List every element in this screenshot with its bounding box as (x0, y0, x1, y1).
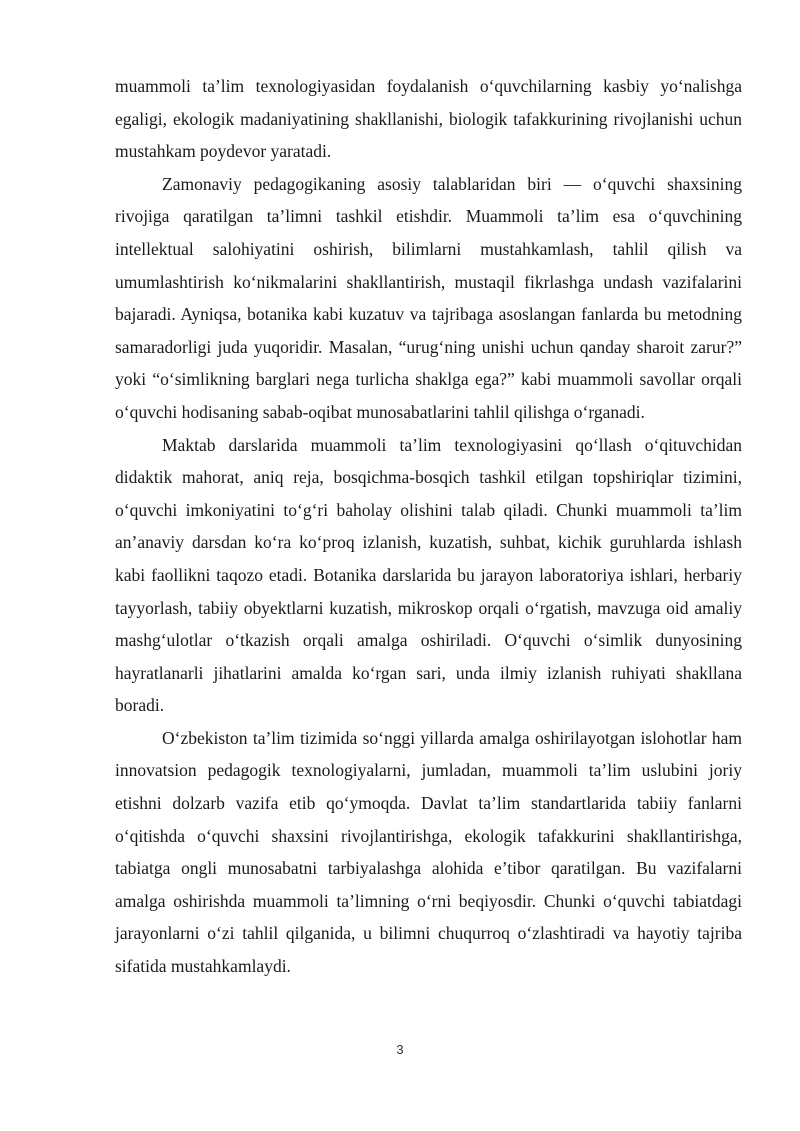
paragraph-uzbekistan-education: O‘zbekiston ta’lim tizimida so‘nggi yillarda amalga oshirilayotgan islohotlar ham innovatsion pedagogik texnologiyalarni, jumladan, muammoli ta’lim uslubini joriy etishni dolzarb vazifa etib qo‘ymoqda. Davlat ta’lim standartlarida tabiiy fanlarni o‘qitishda o‘quvchi shaxsini rivojlantirishga, ekologik tafakkurini shakllantirishga, tabiatga ongli munosabatni tarbiyalashga alohida e’tibor qaratilgan. Bu vazifalarni amalga oshirishda muammoli ta’limning o‘rni beqiyosdir. Chunki o‘quvchi tabiatdagi jarayonlarni o‘zi tahlil qilganida, u bilimni chuqurroq o‘zlashtiradi va hayotiy tajriba sifatida mustahkamlaydi. (115, 727, 742, 977)
paragraph-continuation: muammoli ta’lim texnologiyasidan foydalanish o‘quvchilarning kasbiy yo‘nalishga egaligi, ekologik madaniyatining shakllanishi, biologik tafakkurining rivojlanishi uchun mustahkam poydevor yaratadi. (115, 76, 742, 162)
paragraph-school-lessons: Maktab darslarida muammoli ta’lim texnologiyasini qo‘llash o‘qituvchidan didaktik mahorat, aniq reja, bosqichma-bosqich tashkil etilgan topshiriqlar tizimini, o‘quvchi imkoniyatini to‘g‘ri baholay olishini talab qiladi. Chunki muammoli ta’lim an’anaviy darsdan ko‘ra ko‘proq izlanish, kuzatish, suhbat, kichik guruhlarda ishlash kabi faollikni taqozo etadi. Botanika darslarida bu jarayon laboratoriya ishlari, herbariy tayyorlash, tabiiy obyektlarni kuzatish, mikroskop orqali o‘rgatish, mavzuga oid amaliy mashg‘ulotlar o‘tkazish orqali amalga oshiriladi. O‘quvchi o‘simlik dunyosining hayratlanarli jihatlarini amalda ko‘rgan sari, unda ilmiy izlanish ruhiyati shakllana boradi. (115, 434, 742, 716)
paragraph-modern-pedagogy: Zamonaviy pedagogikaning asosiy talablaridan biri — o‘quvchi shaxsining rivojiga qaratilgan ta’limni tashkil etishdir. Muammoli ta’lim esa o‘quvchining intellektual salohiyatini oshirish, bilimlarni mustahkamlash, tahlil qilish va umumlashtirish ko‘nikmalarini shakllantirish, mustaqil fikrlashga undash vazifalarini bajaradi. Ayniqsa, botanika kabi kuzatuv va tajribaga asoslangan fanlarda bu metodning samaradorligi juda yuqoridir. Masalan, “urug‘ning unishi uchun qanday sharoit zarur?” yoki “o‘simlikning barglari nega turlicha shaklga ega?” kabi muammoli savollar orqali o‘quvchi hodisaning sabab-oqibat munosabatlarini tahlil qilishga o‘rganadi. (115, 173, 742, 422)
page-number: 3 (396, 1042, 404, 1057)
document-page (115, 70, 742, 983)
